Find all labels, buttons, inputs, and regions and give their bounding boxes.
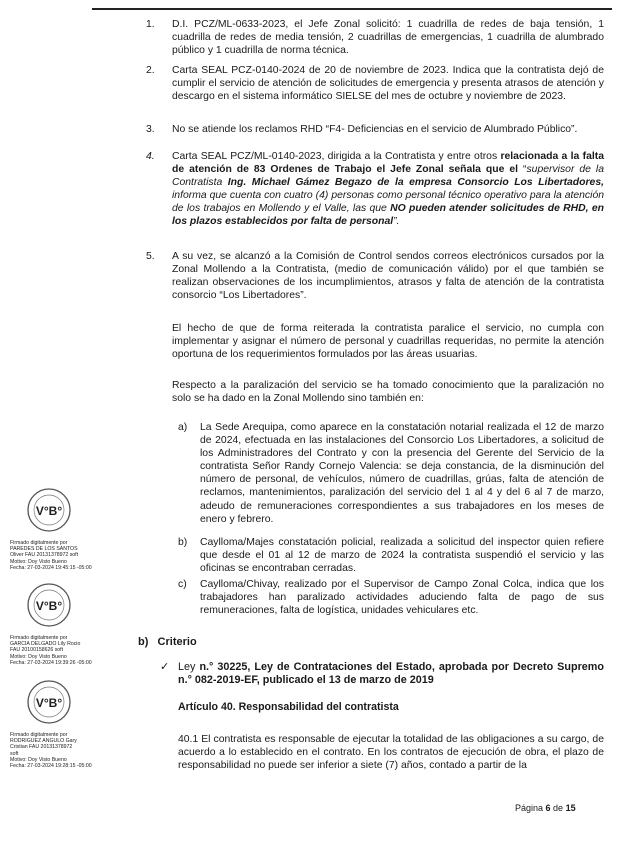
list-number: 3. [146,124,155,135]
list-item-3 [146,123,604,136]
list-text: Carta SEAL PCZ-0140-2024 de 20 de noviembre de 2023. Indica que la contratista dejó de cumplir el servicio de atención de solicitudes de emergencia y presenta atrasos de atención y descargo en el sistema informático SIELSE del mes de octubre y noviembre de 2023. [172,65,604,103]
list-item-4 [146,150,604,229]
section-heading-criterio: b) Criterio [138,636,197,648]
sig-line: Motivo: Doy Visto Bueno [10,558,67,565]
sig-line: Firmado digitalmente por [10,635,68,641]
list-text: No se atiende los reclamos RHD “F4- Deficiencias en el servicio de Alumbrado Público”. [172,124,578,135]
law-title: n.° 30225, Ley de Contrataciones del Estado, aprobada por Decreto Supremo n.° 082-2019-EF, publicado el 13 de marzo de 2019 [178,661,604,687]
footer-of: de [550,803,566,813]
list-number: 1. [146,19,155,30]
sub-letter: a) [178,422,188,433]
sig-line: Motivo: Doy Visto Bueno [10,653,67,660]
sig-line: RODRIGUEZ ANGULO Gary [10,738,77,745]
seal-text: V°B° [35,696,63,710]
sig-line: PAREDES DE LOS SANTOS [10,546,78,553]
sub-text: Caylloma/Majes constatación policial, realizada a solicitud del inspector quien refiere que desde el 01 al 12 de marzo de 2024 la contratista suspendió el servicio y las oficinas se encontraban cerradas. [200,537,604,575]
approval-seal-icon [26,582,72,628]
signature-text [10,540,105,571]
list-item-2 [146,64,604,103]
sub-letter: c) [178,579,187,590]
page-number: 6 [545,803,551,813]
list-item-1 [146,18,604,57]
sig-line: Fecha: 27-03-2024 19:28:15 -05:00 [10,763,92,770]
article-text: 40.1 El contratista es responsable de ejecutar la totalidad de las obligaciones a su cargo, de acuerdo a lo establecido en el contrato. En los contratos de ejecución de obra, el plazo de responsabilidad no puede ser inferior a siete (7) años, contado a partir de la [178,734,604,772]
sub-text: La Sede Arequipa, como aparece en la constatación notarial realizada el 12 de marzo de 2024, efectuada en las instalaciones del Consorcio Los Libertadores, a solicitud de los Administradores del Contrato y con la presencia del Gerente del Servicio de la contratista Señor Randy Cornejo Valencia: se deja constancia, de la disminución del número de personal, de vehículos, número de cuadrillas, grúas, falta de atención de reclamos, mantenimientos, paralización del servicio del 1 al 4 y del 6 al 7 de marzo, adeudo de remuneraciones correspondientes a sus trabajadores en los meses de enero y febrero. [200,422,604,525]
signature-text [10,732,105,769]
list-text-italic: informa que cuenta con cuatro (4) personas como personal técnico operativo para la atención de los trabajos en Mollendo y el Valle, las que [172,190,604,215]
list-text: A su vez, se alcanzó a la Comisión de Control sendos correos electrónicos cursados por la Zonal Mollendo a la Contratista, (medio de comunicación válido) por el que también se realizan observaciones de los incumplimientos, atrasos y falta de atención de la contratista consorcio “Los Libertadores”. [172,251,604,302]
sig-line: Firmado digitalmente por [10,732,68,738]
sig-line: FAU 20100158626 soft [10,647,64,654]
sig-line: soft [10,750,19,757]
law-reference [160,661,604,688]
list-text-part: “ [518,164,527,176]
list-text-bold: relacionada a la falta de atención de 83 Ordenes de Trabajo el Jefe Zonal señala que el [172,151,604,176]
article-heading: Artículo 40. Responsabilidad del contratista [178,701,399,713]
seal-text: V°B° [35,599,63,613]
paragraph-1: El hecho de que de forma reiterada la contratista paralice el servicio, no cumpla con implementar y asignar el número de personal y cuadrillas requeridas, no permite la atención oportuna de los requerimientos formulados por las áreas usuarias. [172,323,604,361]
signature-stamp-1 [10,487,105,571]
sig-line: GARCIA DELGADO Lily Rocio [10,641,81,648]
sub-letter: b) [178,537,188,548]
list-text-bold-italic: NO pueden atender solicitudes de RHD, en los plazos establecidos por falta de personal [172,203,604,228]
checkmark-icon: ✓ [160,661,170,673]
sub-text: Caylloma/Chivay, realizado por el Supervisor de Campo Zonal Colca, indica que los trabajadores han paralizado actividades aduciendo falta de pago de sus remuneraciones, falta de logística, unidades vehiculares etc. [200,579,604,617]
paragraph-2: Respecto a la paralización del servicio se ha tomado conocimiento que la paralización no solo se ha dado en la Zonal Mollendo sino también en: [172,380,604,405]
sig-line: Firmado digitalmente por [10,540,68,546]
seal-text: V°B° [35,504,63,518]
list-text-bold-italic: Ing. Michael Gámez Begazo de la empresa Consorcio Los Libertadores, [227,177,604,189]
list-text-part: Carta SEAL PCZ/ML-0140-2023, dirigida a la Contratista y entre otros [172,151,501,162]
approval-seal-icon [26,487,72,533]
law-prefix: Ley [178,661,200,673]
signature-stamp-2 [10,582,105,666]
list-number: 4. [146,151,155,162]
sig-line: Fecha: 27-03-2024 19:39:26 -05:00 [10,659,92,666]
approval-seal-icon [26,679,72,725]
page-footer [515,803,576,813]
list-number: 5. [146,251,155,262]
sub-item-a [178,421,604,526]
list-number: 2. [146,65,155,76]
sig-line: Fecha: 27-03-2024 19:45:15 -05:00 [10,564,92,571]
sig-line: Cristian FAU 20131378972 [10,744,73,751]
footer-label: Página [515,803,546,813]
page-total: 15 [565,803,576,813]
list-item-5 [146,250,604,302]
list-text-italic: ”. [393,216,400,228]
list-text-italic: supervisor de la Contratista [172,164,604,189]
signature-text [10,635,105,666]
sig-line: Oliver FAU 20131378972 soft [10,552,79,559]
header-rule [92,8,612,10]
list-text: D.I. PCZ/ML-0633-2023, el Jefe Zonal solicitó: 1 cuadrilla de redes de baja tensión, 1 cuadrilla de redes de media tensión, 2 cuadrillas de emergencias, 1 cuadrilla de alumbrado público y 1 cuadrilla de norma técnica. [172,19,604,57]
sig-line: Motivo: Doy Visto Bueno [10,756,67,763]
paragraph-3 [178,733,604,772]
sub-item-b [178,536,604,575]
signature-stamp-3 [10,679,105,769]
sub-item-c [178,578,604,617]
